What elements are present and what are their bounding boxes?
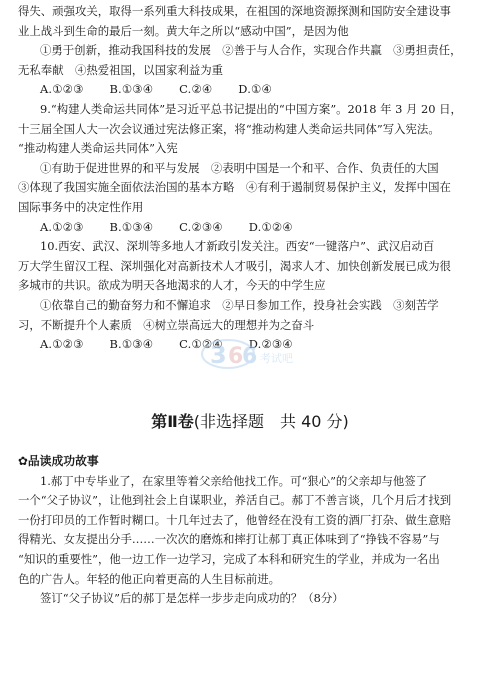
q9-statement-line-3: 国际事务中的决定性作用 (18, 199, 144, 214)
q8-option-c: C.②④ (179, 82, 213, 97)
story-line-6: 色的广告人。年轻的他正向着更高的人生目标前进。 (18, 571, 280, 586)
svg-text:6: 6 (228, 344, 244, 369)
section-heading (0, 410, 500, 434)
watermark-text: 考试吧 (260, 352, 293, 365)
story-line-1: 1.郝丁中专毕业了，在家里等着父亲给他找工作。可“狠心”的父亲却与他签了 (40, 473, 428, 488)
q8-statement-line-1: ①勇于创新，推动我国科技的发展 ②善于与人合作，实现合作共赢 ③勇担责任， (40, 43, 462, 58)
q10-stem-line-1: 10.西安、武汉、深圳等多地人才新政引发关注。西安“一键落户”、武汉启动百 (40, 239, 435, 254)
story-question: 签订“父子协议”后的郝丁是怎样一步步走向成功的？（8分） (40, 591, 344, 606)
q10-stem-line-3: 多城市的共识。欲成为明天各地渴求的人才，今天的中学生应 (18, 278, 326, 293)
q8-continuation-line-2: 业上战斗到生命的最后一刻。黄大年之所以“感动中国”，是因为他 (18, 23, 349, 38)
q10-option-a: A.①②③ (40, 337, 84, 352)
q9-options (18, 218, 482, 238)
q8-continuation-line-1: 得失、顽强攻关，取得一系列重大科技成果，在祖国的深地资源探测和国防安全建设事 (18, 4, 451, 18)
q10-option-d: D.②③④ (248, 337, 293, 352)
site-watermark (200, 332, 296, 374)
q10-stem-line-2: 万大学生留汉工程、深圳强化对高新技术人才吸引，渴求人才、加快创新发展已成为很 (18, 258, 451, 273)
svg-text:6: 6 (242, 344, 258, 369)
story-line-4: 得精光、女友提出分手……一次次的磨炼和摔打让郝丁真正体味到了“挣钱不容易”与 (18, 532, 440, 547)
story-heading: ✿品读成功故事 (18, 454, 99, 468)
q10-option-c: C.①②④ (179, 337, 223, 352)
watermark-number: 3 (210, 341, 227, 369)
q9-stem-line-2: 十三届全国人大一次会议通过宪法修正案，将“推动构建人类命运共同体”写入宪法。 (18, 121, 440, 136)
q9-option-d: D.①②④ (248, 219, 293, 234)
story-line-3: 一份打印员的工作暂时糊口。十几年过去了，他曾经在没有工资的酒厂打杂、做生意赔 (18, 512, 451, 527)
story-line-5: “知识的重要性”，他一边工作一边学习，完成了本科和研究生的学业，并成为一名出 (18, 551, 440, 566)
q10-statement-line-2: 习，不断提升个人素质 ④树立崇高远大的理想并为之奋斗 (18, 317, 315, 332)
watermark-logo-icon (200, 332, 296, 374)
q8-statement-line-2: 无私奉献 ④热爱祖国，以国家利益为重 (18, 62, 224, 77)
q10-statement-line-1: ①依靠自己的勤奋努力和不懈追求 ②早日参加工作，投身社会实践 ③刻苦学 (40, 297, 439, 312)
exam-page-top (18, 2, 482, 355)
q9-statement-line-2: ③体现了我国实施全面依法治国的基本方略 ④有利于遏制贸易保护主义，发挥中国在 (18, 180, 451, 195)
story-section (18, 452, 482, 609)
q10-option-b: B.①③④ (109, 337, 154, 352)
q9-stem-line-3: “推动构建人类命运共同体”入宪 (18, 141, 178, 156)
q8-option-a: A.①②③ (40, 82, 84, 97)
q9-stem-line-1: 9.“构建人类命运共同体”是习近平总书记提出的“中国方案”。2018 年 3 月 20 日， (40, 101, 462, 116)
q9-option-c: C.②③④ (179, 219, 223, 234)
q8-option-d: D.①④ (238, 82, 272, 97)
story-line-2: 一个“父子协议”，让他到社会上自谋职业，养活自己。郝丁不善言谈，几个月后才找到 (18, 493, 452, 508)
q9-option-a: A.①②③ (40, 219, 84, 234)
section-subtitle: (非选择题 共 40 分) (193, 412, 349, 431)
q9-statement-line-1: ①有助于促进世界的和平与发展 ②表明中国是一个和平、合作、负责任的大国 (40, 160, 439, 175)
section-title: 第Ⅱ卷 (151, 412, 194, 431)
q8-option-b: B.①③④ (109, 82, 154, 97)
q8-options (18, 80, 482, 100)
q9-option-b: B.①③④ (109, 219, 154, 234)
